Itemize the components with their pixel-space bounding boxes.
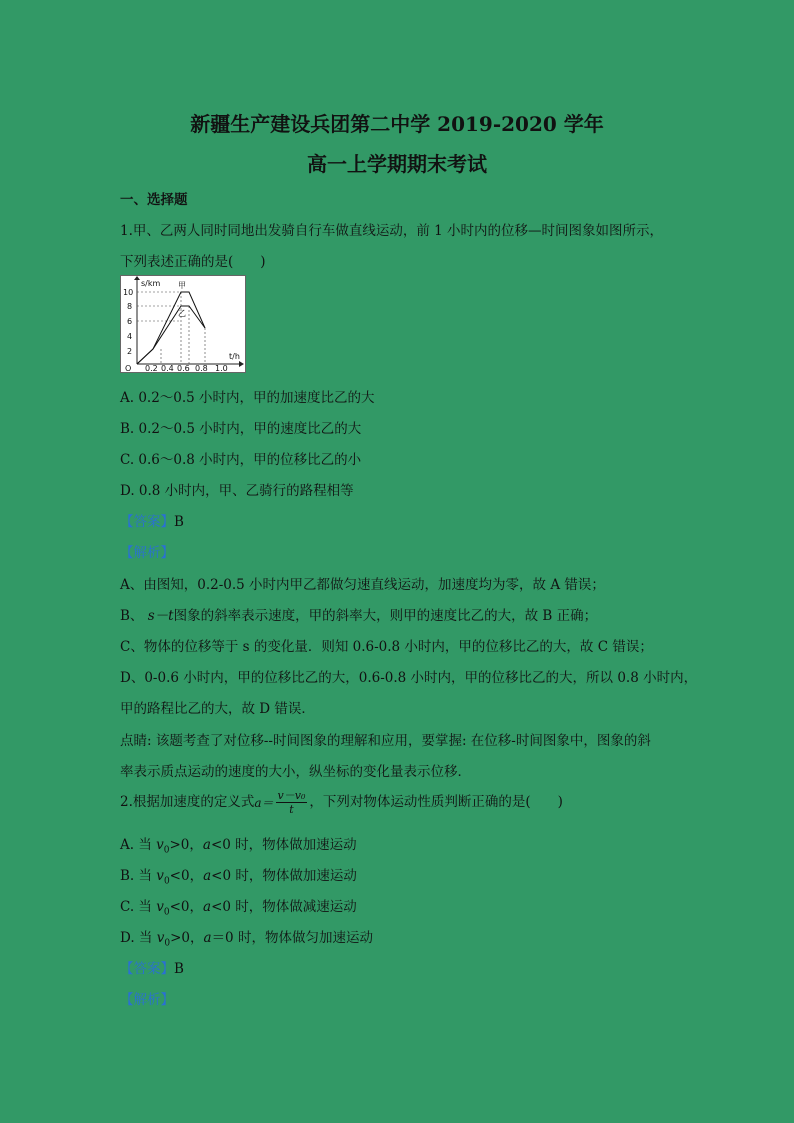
q1-analysis-a: A、由图知，0.2-0.5 小时内甲乙都做匀速直线运动，加速度均为零，故 A 错误； — [120, 577, 605, 593]
answer-tag: 【答案】 — [120, 961, 174, 977]
q2-option-a — [120, 833, 357, 856]
q2-option-b — [120, 864, 357, 887]
xtick-0-8: 0.8 — [195, 364, 208, 372]
q1-comment-line-1: 点睛: 该题考查了对位移--时间图象的理解和应用，要掌握: 在位移-时间图象中，图象的斜 — [120, 733, 651, 749]
q1-option-c: C. 0.6～0.8 小时内，甲的位移比乙的小 — [120, 452, 362, 468]
a-symbol: a — [203, 930, 212, 946]
x-axis-label: t/h — [229, 352, 240, 361]
formula-denominator: t — [289, 803, 294, 816]
a-symbol: a — [202, 837, 211, 853]
option-text: ＝0 时，物体做匀加速运动 — [211, 930, 373, 946]
v-symbol: v — [156, 868, 164, 884]
option-text: <0 时，物体做加速运动 — [210, 837, 357, 853]
option-label: C. 当 — [120, 899, 157, 915]
analysis-b-prefix: B、 — [120, 608, 144, 624]
q2-analysis-tag: 【解析】 — [120, 992, 174, 1008]
q1-analysis-c: C、物体的位移等于 s 的变化量．则知 0.6-0.8 小时内，甲的位移比乙的大，故 C 错误； — [120, 639, 653, 655]
accel-formula-lhs: a＝ — [254, 796, 274, 810]
v-subscript: 0 — [163, 907, 170, 918]
q1-analysis-tag: 【解析】 — [120, 545, 174, 561]
ytick-8: 8 — [127, 302, 133, 311]
ytick-10: 10 — [123, 288, 134, 297]
q1-analysis-d-2: 甲的路程比乙的大，故 D 错误． — [120, 701, 315, 717]
v-symbol: v — [156, 899, 164, 915]
origin-label: O — [125, 364, 132, 372]
option-label: B. 当 — [120, 868, 157, 884]
series-yi-label: 乙 — [178, 309, 186, 318]
q1-comment-line-2: 率表示质点运动的速度的大小，纵坐标的变化量表示位移． — [120, 764, 471, 780]
answer-value: B — [174, 961, 184, 977]
q1-analysis-d-1: D、0-0.6 小时内，甲的位移比乙的大，0.6-0.8 小时内，甲的位移比乙的大，所以 0.8 小时内， — [120, 670, 698, 686]
q2-stem-prefix: 2.根据加速度的定义式 — [120, 794, 255, 810]
v-symbol: v — [156, 837, 164, 853]
q1-stem-line-2: 下列表述正确的是( ) — [120, 254, 266, 270]
q1-stem-line-1: 1.甲、乙两人同时同地出发骑自行车做直线运动，前 1 小时内的位移—时间图象如图所示， — [120, 223, 664, 239]
title-line-1: 新疆生产建设兵团第二中学 2019-2020 学年 — [190, 112, 604, 136]
a-symbol: a — [203, 868, 212, 884]
option-text: >0， — [169, 837, 203, 853]
q1-option-d: D. 0.8 小时内，甲、乙骑行的路程相等 — [120, 483, 354, 499]
q1-st-graph — [120, 275, 246, 373]
ytick-6: 6 — [127, 317, 133, 326]
q2-stem — [120, 789, 563, 816]
section-heading: 一、选择题 — [120, 192, 188, 208]
q1-option-b: B. 0.2～0.5 小时内，甲的速度比乙的大 — [120, 421, 362, 437]
option-label: D. 当 — [120, 930, 157, 946]
xtick-0-2: 0.2 — [145, 364, 158, 372]
answer-value: B — [174, 514, 184, 530]
v-symbol: v — [156, 930, 165, 946]
a-symbol: a — [203, 899, 212, 915]
option-text: <0， — [169, 868, 204, 884]
q1-option-a: A. 0.2～0.5 小时内，甲的加速度比乙的大 — [120, 390, 375, 406]
option-text: <0 时，物体做减速运动 — [211, 899, 357, 915]
option-text: <0， — [169, 899, 204, 915]
option-text: >0， — [170, 930, 204, 946]
formula-numerator: v－v₀ — [277, 789, 306, 802]
ytick-4: 4 — [127, 332, 133, 341]
q2-stem-suffix: ，下列对物体运动性质判断正确的是( ) — [309, 794, 563, 810]
option-text: <0 时，物体做加速运动 — [211, 868, 357, 884]
q1-analysis-b — [120, 604, 597, 624]
y-axis-label: s/km — [141, 279, 161, 288]
q1-answer-row — [120, 510, 184, 530]
q2-answer-row — [120, 957, 184, 977]
v-subscript: 0 — [163, 876, 170, 887]
answer-tag: 【答案】 — [120, 514, 174, 530]
title-line-2: 高一上学期期末考试 — [307, 152, 487, 176]
accel-formula-fraction — [276, 789, 308, 816]
option-label: A. 当 — [120, 837, 157, 853]
q2-option-c — [120, 895, 357, 918]
series-jia-label: 甲 — [178, 281, 186, 290]
xtick-0-6: 0.6 — [177, 364, 190, 372]
ytick-2: 2 — [127, 347, 133, 356]
xtick-0-4: 0.4 — [161, 364, 174, 372]
q2-option-d — [120, 926, 373, 949]
v-subscript: 0 — [164, 938, 171, 949]
st-graph-svg — [121, 276, 245, 372]
analysis-b-text: 图象的斜率表示速度，甲的斜率大，则甲的速度比乙的大，故 B 正确； — [173, 608, 598, 624]
v-subscript: 0 — [163, 845, 170, 856]
xtick-1-0: 1.0 — [215, 364, 228, 372]
st-symbol: s－t — [147, 608, 174, 624]
